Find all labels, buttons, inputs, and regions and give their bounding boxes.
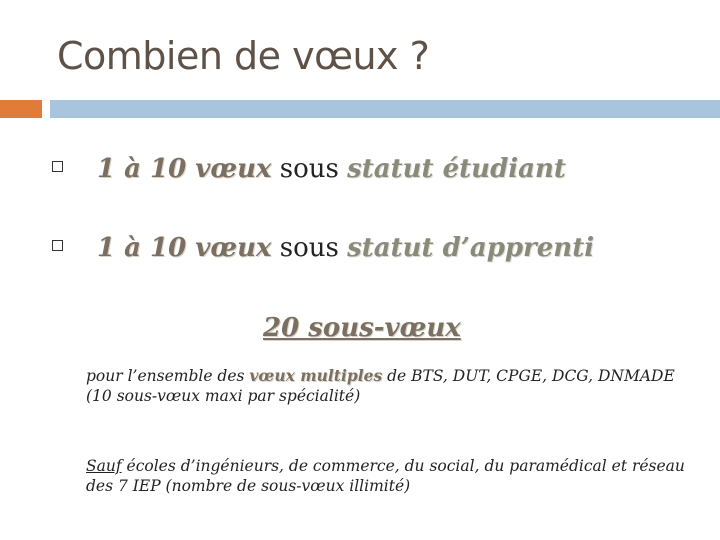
voeux-multiples-note [86, 366, 686, 406]
exception-note [86, 456, 686, 496]
voeux-count: 1 à 10 vœux [97, 154, 272, 184]
bullet-connector: sous [271, 154, 348, 184]
sous-voeux-heading: 20 sous-vœux [263, 313, 461, 343]
bullet-item-apprenti [52, 233, 594, 263]
note-text: pour l’ensemble des [86, 367, 250, 385]
accent-bar-orange [0, 100, 42, 118]
accent-bar-blue [50, 100, 720, 118]
square-bullet-icon [52, 240, 63, 251]
bullet-item-etudiant [52, 154, 566, 184]
slide-title: Combien de vœux ? [57, 34, 430, 78]
exception-text: écoles d’ingénieurs, de commerce, du social, du paramédical et réseau des 7 IEP (nombre de sous-vœux illimité) [86, 457, 685, 495]
note-text: de BTS, DUT, CPGE, DCG, DNMADE (10 sous-vœux maxi par spécialité) [86, 367, 675, 405]
sauf-label: Sauf [86, 457, 122, 475]
square-bullet-icon [52, 161, 63, 172]
statut-label: statut d’apprenti [347, 233, 595, 263]
voeux-count: 1 à 10 vœux [97, 233, 272, 263]
bullet-connector: sous [271, 233, 348, 263]
statut-label: statut étudiant [347, 154, 566, 184]
voeux-multiples-highlight: vœux multiples [249, 366, 383, 385]
